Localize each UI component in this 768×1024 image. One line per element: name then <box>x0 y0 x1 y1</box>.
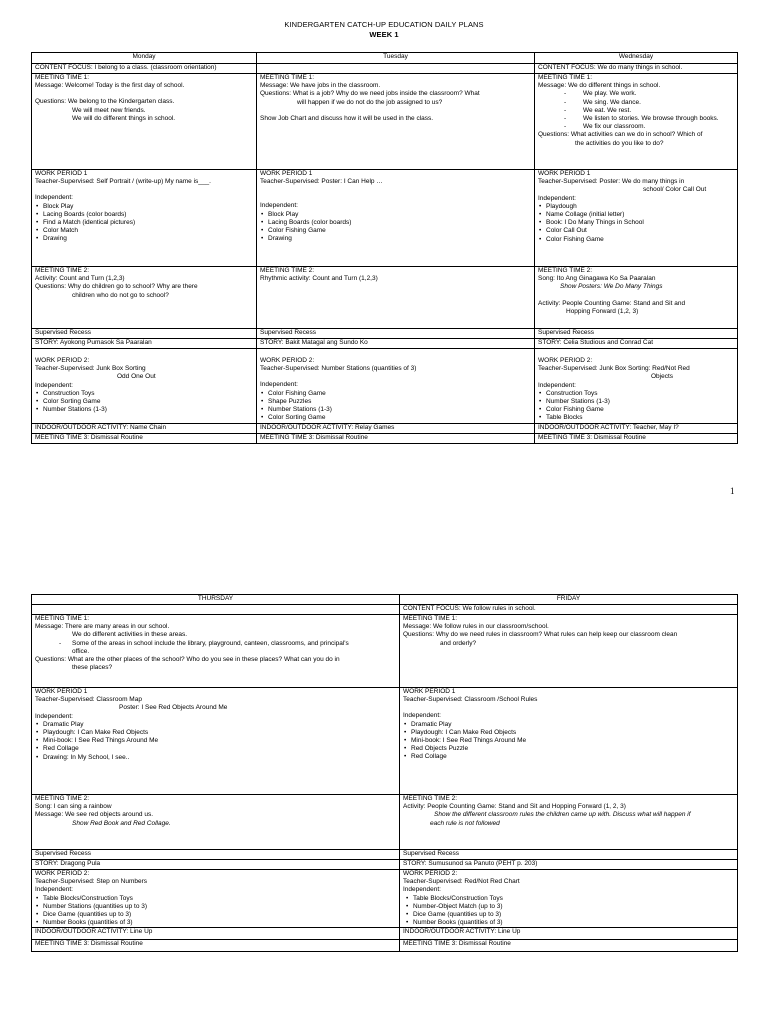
message-text: office. <box>72 647 90 655</box>
section-title: WORK PERIOD 2: <box>35 357 90 364</box>
document-title: KINDERGARTEN CATCH-UP EDUCATION DAILY PLANS <box>284 20 484 29</box>
list-item: • Book: I Do Many Things in School <box>538 219 734 227</box>
questions-text: Questions: What activities can we do in school? Which of <box>538 131 703 139</box>
meeting-time-2-cell <box>32 267 257 329</box>
meeting-time-1-row <box>32 615 738 688</box>
day-header-row <box>32 53 738 64</box>
section-title: MEETING TIME 1: <box>538 74 593 81</box>
list-item: • Number Stations (quantities up to 3) <box>35 903 396 911</box>
work-period-2-cell <box>32 349 257 424</box>
recess-row <box>32 850 738 860</box>
list-item: • Table Blocks/Construction Toys <box>405 895 734 903</box>
list-item: • Playdough <box>538 203 734 211</box>
recess-cell: Supervised Recess <box>535 329 738 339</box>
indoor-outdoor-cell: INDOOR/OUTDOOR ACTIVITY: Teacher, May I? <box>535 423 738 433</box>
message-text: Message: We follow rules in our classroom/school. <box>403 623 549 631</box>
message-text: Message: We have jobs in the classroom. <box>260 82 381 90</box>
list-item: • Number Stations (1-3) <box>35 406 253 414</box>
teacher-supervised-text: Teacher-Supervised: Number Stations (quantities of 3) <box>260 365 417 373</box>
list-item: • Number Stations (1-3) <box>538 398 734 406</box>
meeting-time-2-cell <box>257 267 535 329</box>
recess-row <box>32 329 738 339</box>
questions-text: will happen if we do not do the job assigned to us? <box>297 98 443 106</box>
list-item: • Table Blocks <box>538 414 734 422</box>
work-period-2-cell <box>32 870 400 928</box>
section-title: WORK PERIOD 2: <box>35 870 90 877</box>
activity-text: Rhythmic activity: Count and Turn (1,2,3) <box>260 275 378 283</box>
story-cell: STORY: Dragong Pula <box>32 860 400 870</box>
message-text: Message: We see red objects around us. <box>35 811 154 819</box>
meeting-time-2-cell <box>32 795 400 850</box>
meeting-time-3-cell: MEETING TIME 3: Dismissal Routine <box>257 433 535 443</box>
independent-label: Independent: <box>35 381 73 389</box>
teacher-supervised-text: Teacher-Supervised: Self Portrait / (write-up) My name is___. <box>35 178 211 186</box>
teacher-supervised-text: Teacher-Supervised: Classroom Map <box>35 696 142 704</box>
section-title: MEETING TIME 2: <box>260 267 315 274</box>
indoor-outdoor-cell: INDOOR/OUTDOOR ACTIVITY: Relay Games <box>257 423 535 433</box>
questions-text: the activities do you like to do? <box>575 139 664 147</box>
page-number: 1 <box>730 486 735 496</box>
independent-label: Independent: <box>35 712 73 720</box>
list-item: • Shape Puzzles <box>260 398 531 406</box>
content-focus: CONTENT FOCUS: We follow rules in school. <box>400 605 738 615</box>
activity-text: Activity: People Counting Game: Stand and Sit and Hopping Forward (1, 2, 3) <box>403 803 626 811</box>
work-period-2-row <box>32 870 738 928</box>
questions-text: Questions: What are the other places of the school? Who do you see in these places? What can you do in <box>35 656 340 664</box>
independent-label: Independent: <box>35 194 73 202</box>
meeting-time-1-cell <box>32 615 400 688</box>
list-item: • Mini-book: I See Red Things Around Me <box>35 737 396 745</box>
list-item: • Construction Toys <box>538 390 734 398</box>
meeting-time-1-cell <box>535 74 738 170</box>
message-text: Some of the areas in school include the library, playground, canteen, classrooms, and principal's <box>72 639 349 647</box>
teacher-supervised-text: Teacher-Supervised: Red/Not Red Chart <box>403 878 520 886</box>
list-item: - We eat. We rest. <box>538 107 734 115</box>
activity-text: Activity: Count and Turn (1,2,3) <box>35 275 125 283</box>
teacher-supervised-text: Teacher-Supervised: Poster: I Can Help … <box>260 178 383 186</box>
teacher-supervised-text: Poster: I See Red Objects Around Me <box>119 704 228 712</box>
independent-label: Independent: <box>260 381 298 389</box>
show-text: Show Red Book and Red Collage. <box>72 819 171 827</box>
week-label: WEEK 1 <box>369 30 399 39</box>
list-item: • Color Fishing Game <box>260 227 531 235</box>
list-item: - We fix our classroom. <box>538 123 734 131</box>
independent-label: Independent: <box>260 202 298 210</box>
message-text: - Some of the areas in school include the library, playground, canteen, classrooms, and principal's <box>59 639 349 647</box>
section-title: MEETING TIME 2: <box>35 795 90 802</box>
list-item: • Lacing Boards (color boards) <box>260 219 531 227</box>
list-item: • Block Play <box>35 203 253 211</box>
questions-text: Questions: Why do children go to school? Why are there <box>35 283 198 291</box>
section-title: MEETING TIME 2: <box>538 267 593 274</box>
independent-label: Independent: <box>403 886 441 894</box>
teacher-supervised-text: school/ Color Call Out <box>643 186 707 194</box>
plan-table-week1-part1 <box>31 52 738 444</box>
independent-label: Independent: <box>538 194 576 202</box>
section-title: WORK PERIOD 1 <box>35 170 88 177</box>
meeting-time-3-cell: MEETING TIME 3: Dismissal Routine <box>400 940 738 952</box>
independent-label: Independent: <box>403 712 441 720</box>
teacher-supervised-text: Teacher-Supervised: Junk Box Sorting: Red/Not Red <box>538 365 690 373</box>
meeting-time-3-cell: MEETING TIME 3: Dismissal Routine <box>32 433 257 443</box>
independent-label: Independent: <box>538 381 576 389</box>
list-item: - We listen to stories. We browse through books. <box>538 115 734 123</box>
content-focus <box>257 64 535 74</box>
list-item: • Block Play <box>260 211 531 219</box>
teacher-supervised-text: Teacher-Supervised: Step on Numbers <box>35 878 148 886</box>
list-item: • Dice Game (quantities up to 3) <box>405 911 734 919</box>
work-period-1-row <box>32 170 738 267</box>
list-item: • Color Match <box>35 227 253 235</box>
indoor-outdoor-row <box>32 423 738 433</box>
list-item: - We play. We work. <box>538 90 734 98</box>
questions-text: children who do not go to school? <box>72 291 169 299</box>
list-item: • Dice Game (quantities up to 3) <box>35 911 396 919</box>
message-text: Message: We do different things in school. <box>538 82 661 90</box>
list-item: • Color Fishing Game <box>538 236 734 244</box>
section-title: MEETING TIME 1: <box>260 74 315 81</box>
message-text: Message: There are many areas in our school. <box>35 623 170 631</box>
recess-cell: Supervised Recess <box>32 850 400 860</box>
questions-text: Questions: What is a job? Why do we need jobs inside the classroom? What <box>260 90 480 98</box>
questions-text: Questions: We belong to the Kindergarten class. <box>35 98 175 106</box>
list-item: • Drawing: In My School, I see.. <box>35 754 396 762</box>
questions-text: We will meet new friends. <box>72 106 146 114</box>
show-text: Show the different classroom rules the children came up with. Discuss what will happen if <box>434 811 691 819</box>
section-title: MEETING TIME 2: <box>403 795 458 802</box>
teacher-supervised-text: Teacher-Supervised: Classroom /School Rules <box>403 696 538 704</box>
teacher-supervised-text: Teacher-Supervised: Poster: We do many things in <box>538 178 685 186</box>
section-title: WORK PERIOD 1 <box>403 688 456 695</box>
content-focus: CONTENT FOCUS: I belong to a class. (classroom orientation) <box>32 64 257 74</box>
list-item: - We sing. We dance. <box>538 99 734 107</box>
list-item: • Table Blocks/Construction Toys <box>35 895 396 903</box>
story-cell: STORY: Bakit Matagal ang Sundo Ko <box>257 339 535 349</box>
meeting-time-2-row <box>32 795 738 850</box>
work-period-1-cell <box>32 688 400 795</box>
section-title: WORK PERIOD 2: <box>260 357 315 364</box>
section-title: MEETING TIME 1: <box>35 74 90 81</box>
list-item: • Drawing <box>35 235 253 243</box>
list-item: • Find a Match (identical pictures) <box>35 219 253 227</box>
list-item: • Red Collage <box>403 753 734 761</box>
meeting-time-2-row <box>32 267 738 329</box>
list-item: • Number Stations (1-3) <box>260 406 531 414</box>
work-period-1-cell <box>400 688 738 795</box>
questions-text: and orderly? <box>440 639 477 647</box>
list-item: • Playdough: I Can Make Red Objects <box>403 729 734 737</box>
list-item: • Number Books (quantities of 3) <box>35 919 396 927</box>
recess-cell: Supervised Recess <box>32 329 257 339</box>
work-period-2-cell <box>535 349 738 424</box>
day-header: FRIDAY <box>400 595 738 605</box>
day-header: Monday <box>32 53 257 64</box>
section-title: WORK PERIOD 1 <box>260 170 313 177</box>
story-cell: STORY: Celia Studious and Conrad Cat <box>535 339 738 349</box>
content-focus <box>32 605 400 615</box>
list-item: • Color Sorting Game <box>260 414 531 422</box>
song-text: Song: I can sing a rainbow <box>35 803 112 811</box>
recess-cell: Supervised Recess <box>257 329 535 339</box>
list-item: • Lacing Boards (color boards) <box>35 211 253 219</box>
section-title: MEETING TIME 1: <box>35 615 90 622</box>
list-item: • Playdough: I Can Make Red Objects <box>35 729 396 737</box>
meeting-time-3-row <box>32 940 738 952</box>
story-cell: STORY: Ayokong Pumasok Sa Paaralan <box>32 339 257 349</box>
list-item: • Color Call Out <box>538 227 734 235</box>
list-item: • Number Books (quantities of 3) <box>405 919 734 927</box>
teacher-supervised-text: Teacher-Supervised: Junk Box Sorting <box>35 365 146 373</box>
independent-label: Independent: <box>35 886 73 894</box>
content-focus-row <box>32 64 738 74</box>
section-title: MEETING TIME 2: <box>35 267 90 274</box>
list-item: • Mini-book: I See Red Things Around Me <box>403 737 734 745</box>
indoor-outdoor-cell: INDOOR/OUTDOOR ACTIVITY: Line Up <box>32 928 400 940</box>
meeting-time-3-row <box>32 433 738 443</box>
activity-text: Hopping Forward (1,2, 3) <box>566 307 639 315</box>
story-cell: STORY: Sumusunod sa Panuto (PEHT p. 203) <box>400 860 738 870</box>
section-title: MEETING TIME 1: <box>403 615 458 622</box>
list-item: • Color Fishing Game <box>538 406 734 414</box>
message-text: We do different activities in these areas. <box>72 631 188 639</box>
work-period-1-row <box>32 688 738 795</box>
indoor-outdoor-cell: INDOOR/OUTDOOR ACTIVITY: Line Up <box>400 928 738 940</box>
work-period-2-row <box>32 349 738 424</box>
content-focus: CONTENT FOCUS: We do many things in school. <box>535 64 738 74</box>
song-text: Song: Ito Ang Ginagawa Ko Sa Paaralan <box>538 275 656 283</box>
section-title: WORK PERIOD 1 <box>538 170 591 177</box>
meeting-time-1-cell <box>400 615 738 688</box>
section-title: WORK PERIOD 2: <box>538 357 593 364</box>
list-item: • Color Sorting Game <box>35 398 253 406</box>
day-header-row <box>32 595 738 605</box>
meeting-time-1-row <box>32 74 738 170</box>
teacher-supervised-text: Odd One Out <box>117 373 156 381</box>
section-title: WORK PERIOD 2: <box>403 870 458 877</box>
teacher-supervised-text: Objects <box>651 373 674 381</box>
questions-text: We will do different things in school. <box>72 114 176 122</box>
day-header: Wednesday <box>535 53 738 64</box>
list-item: • Construction Toys <box>35 390 253 398</box>
meeting-time-3-cell: MEETING TIME 3: Dismissal Routine <box>32 940 400 952</box>
work-period-1-cell <box>32 170 257 267</box>
meeting-time-3-cell: MEETING TIME 3: Dismissal Routine <box>535 433 738 443</box>
recess-cell: Supervised Recess <box>400 850 738 860</box>
show-text: each rule is not followed <box>430 819 500 827</box>
list-item: • Name Collage (initial letter) <box>538 211 734 219</box>
day-header: THURSDAY <box>32 595 400 605</box>
activity-text: Activity: People Counting Game: Stand and Sit and <box>538 299 686 307</box>
list-item: • Drawing <box>260 235 531 243</box>
message-text: Message: Welcome! Today is the first day of school. <box>35 82 185 90</box>
indoor-outdoor-cell: INDOOR/OUTDOOR ACTIVITY: Name Chain <box>32 423 257 433</box>
show-text: Show Job Chart and discuss how it will be used in the class. <box>260 114 434 122</box>
list-item: • Dramatic Play <box>403 721 734 729</box>
content-focus-row <box>32 605 738 615</box>
list-item: • Red Objects Puzzle <box>403 745 734 753</box>
work-period-2-cell <box>400 870 738 928</box>
meeting-time-2-cell <box>535 267 738 329</box>
list-item: • Color Fishing Game <box>260 390 531 398</box>
day-header: Tuesday <box>257 53 535 64</box>
meeting-time-2-cell <box>400 795 738 850</box>
meeting-time-1-cell <box>32 74 257 170</box>
indoor-outdoor-row <box>32 928 738 940</box>
list-item: • Red Collage <box>35 745 396 753</box>
work-period-2-cell <box>257 349 535 424</box>
questions-text: these places? <box>72 664 113 672</box>
story-row <box>32 339 738 349</box>
section-title: WORK PERIOD 1 <box>35 688 88 695</box>
work-period-1-cell <box>535 170 738 267</box>
story-row <box>32 860 738 870</box>
plan-table-week1-part2 <box>31 594 738 952</box>
list-item: • Number-Object Match (up to 3) <box>405 903 734 911</box>
meeting-time-1-cell <box>257 74 535 170</box>
questions-text: Questions: Why do we need rules in classroom? What rules can help keep our classroom clean <box>403 631 678 639</box>
show-text: Show Posters: We Do Many Things <box>560 283 663 291</box>
work-period-1-cell <box>257 170 535 267</box>
list-item: • Dramatic Play <box>35 721 396 729</box>
